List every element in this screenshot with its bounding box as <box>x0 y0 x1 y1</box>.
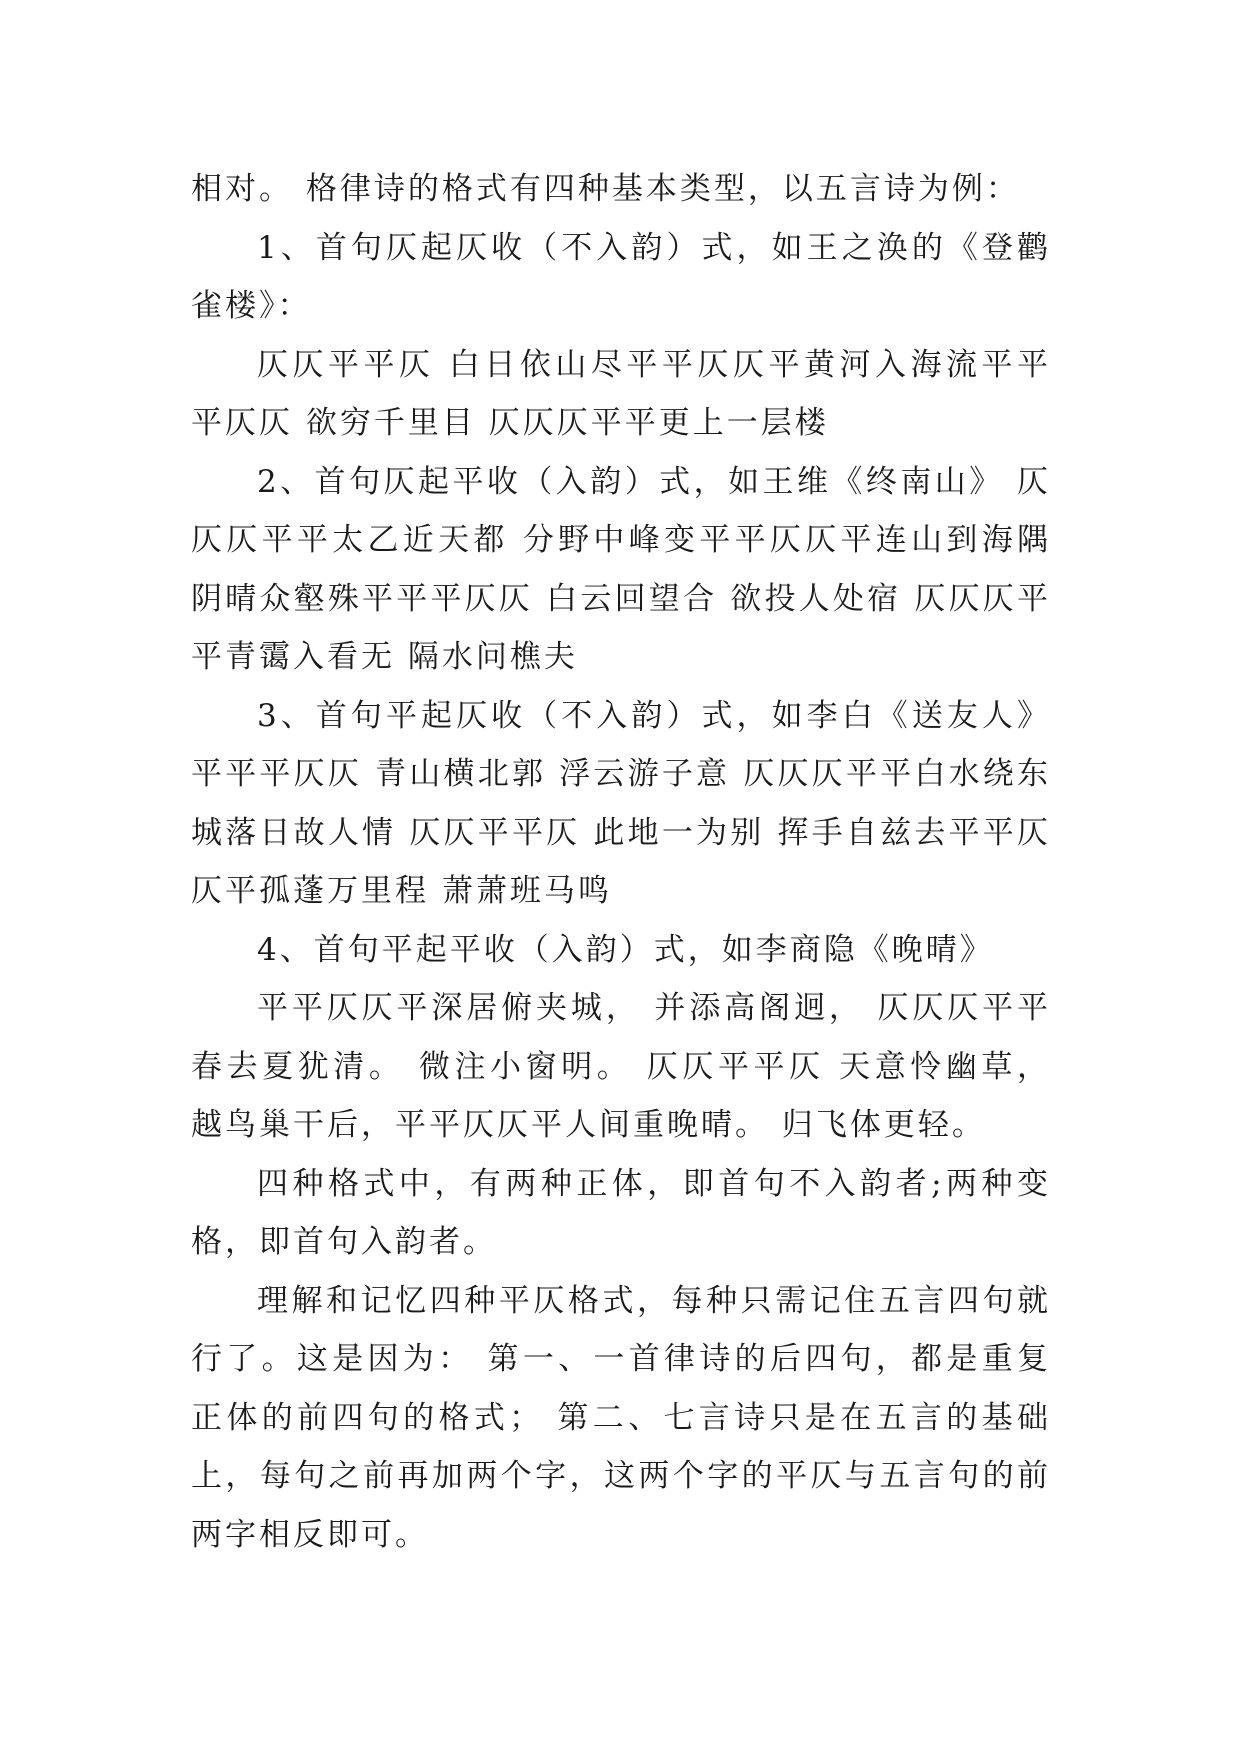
paragraph-format-1: 1、首句仄起仄收（不入韵）式，如王之涣的《登鹳雀楼》： <box>191 229 1051 324</box>
paragraph-memory-tip: 理解和记忆四种平仄格式，每种只需记住五言四句就行了。这是因为： 第一、一首律诗的后四句，都是重复正体的前四句的格式； 第二、七言诗只是在五言的基础上，每句之前再加两个字，这两个字的平仄与五言句的前两字相反即可。 <box>191 1282 1051 1553</box>
paragraph-format-4-example: 平平仄仄平深居俯夹城， 并添高阁迥， 仄仄仄平平春去夏犹清。 微注小窗明。 仄仄平平仄 天意怜幽草， 越鸟巢干后，平平仄仄平人间重晚晴。 归飞体更轻。 <box>191 990 1051 1143</box>
paragraph-format-3: 3、首句平起仄收（不入韵）式，如李白《送友人》平平平仄仄 青山横北郭 浮云游子意 仄仄仄平平白水绕东城落日故人情 仄仄平平仄 此地一为别 挥手自兹去平平仄仄平孤蓬万里程 萧萧班马鸣 <box>191 697 1051 909</box>
paragraph-format-4: 4、首句平起平收（入韵）式，如李商隐《晚晴》 <box>257 931 994 968</box>
paragraph-format-1-example: 仄仄平平仄 白日依山尽平平仄仄平黄河入海流平平平仄仄 欲穷千里目 仄仄仄平平更上一层楼 <box>191 346 1051 441</box>
paragraph-summary: 四种格式中，有两种正体，即首句不入韵者;两种变格，即首句入韵者。 <box>191 1165 1051 1260</box>
paragraph-intro: 相对。 格律诗的格式有四种基本类型，以五言诗为例： <box>191 171 1020 207</box>
document-body <box>191 160 1051 1564</box>
paragraph-format-2: 2、首句仄起平收（入韵）式，如王维《终南山》 仄仄仄平平太乙近天都 分野中峰变平平仄仄平连山到海隅 阴晴众壑殊平平平仄仄 白云回望合 欲投人处宿 仄仄仄平平青霭入看无 隔水问樵夫 <box>191 463 1051 675</box>
